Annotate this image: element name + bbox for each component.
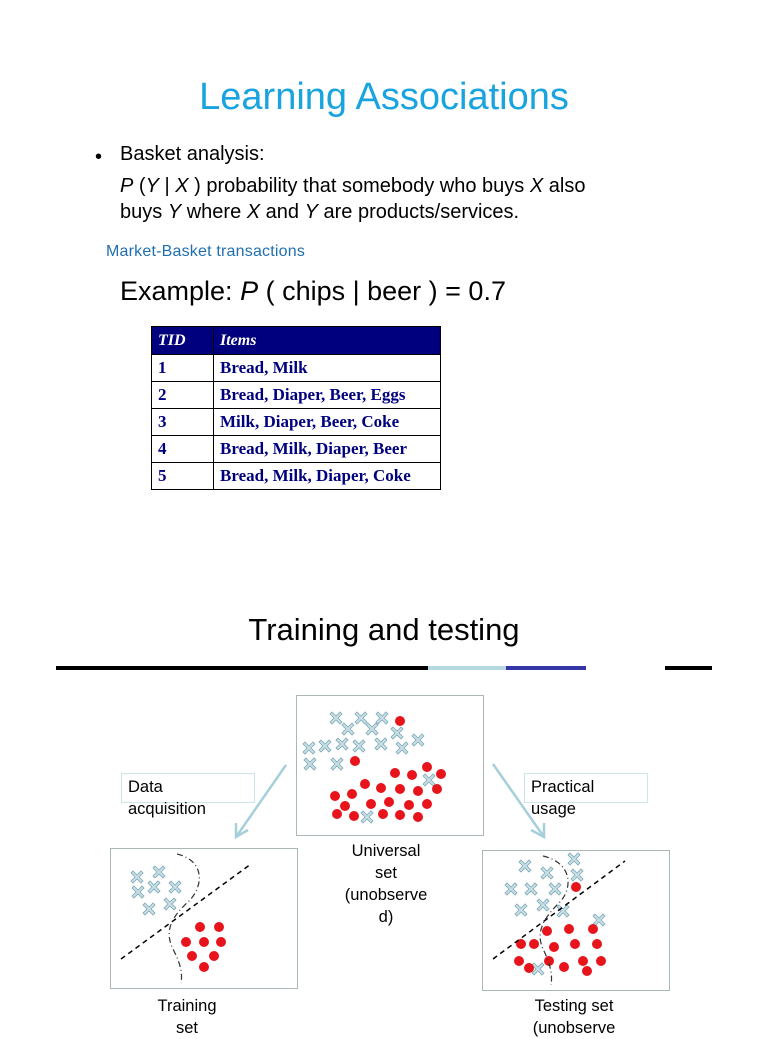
def-y: Y	[145, 175, 159, 197]
cell-tid: 4	[152, 436, 214, 463]
practical-usage-label	[524, 773, 648, 818]
slide-title-training-and-testing: Training and testing	[248, 612, 520, 647]
def-l2-buys: buys	[120, 201, 168, 223]
title-rule-light-blue	[428, 666, 506, 670]
table-row	[152, 382, 441, 409]
universal-set-caption	[334, 840, 438, 928]
table-row	[152, 409, 441, 436]
universal-caption-line4: d)	[378, 908, 394, 926]
def-l2-and: and	[260, 201, 305, 223]
data-acquisition-line2: acquisition	[128, 800, 206, 818]
training-set-box	[110, 848, 298, 989]
cell-tid: 1	[152, 355, 214, 382]
training-caption-line2: set	[175, 1019, 198, 1037]
definition-line-2	[120, 201, 519, 224]
training-caption-line1: Training	[157, 997, 217, 1015]
testing-set-box	[482, 850, 670, 991]
cell-items: Bread, Milk, Diaper, Coke	[214, 463, 441, 490]
bullet-basket-analysis: Basket analysis:	[120, 143, 265, 165]
cell-items: Bread, Milk	[214, 355, 441, 382]
cell-tid: 5	[152, 463, 214, 490]
universal-caption-line1: Universal	[351, 842, 421, 860]
title-rule-black	[56, 666, 428, 670]
training-curved-boundary	[169, 854, 199, 983]
cell-tid: 3	[152, 409, 214, 436]
def-l2-end: are products/services.	[317, 201, 520, 223]
data-acquisition-line1: Data	[128, 778, 163, 796]
header-items: Items	[214, 327, 441, 355]
title-rule-right-segment	[665, 666, 712, 670]
table-row	[152, 436, 441, 463]
testing-dots	[514, 882, 606, 976]
cell-tid: 2	[152, 382, 214, 409]
universal-caption-line3: (unobserve	[344, 886, 428, 904]
testing-set-caption	[520, 995, 628, 1037]
cell-items: Milk, Diaper, Beer, Coke	[214, 409, 441, 436]
training-crosses	[131, 866, 181, 915]
data-acquisition-label	[121, 773, 255, 818]
transactions-table	[151, 326, 441, 490]
slide-title-learning-associations: Learning Associations	[199, 76, 569, 118]
practical-usage-line1: Practical	[531, 778, 595, 796]
table-row	[152, 355, 441, 382]
testing-caption-line2: (unobserve	[532, 1019, 616, 1037]
example-prefix: Example:	[120, 276, 241, 306]
universal-caption-line2: set	[374, 864, 397, 882]
def-x2: X	[529, 175, 544, 197]
training-dots	[181, 922, 226, 972]
cell-items: Bread, Milk, Diaper, Beer	[214, 436, 441, 463]
table-header-row	[152, 327, 441, 355]
example-p: P	[240, 276, 259, 306]
title-rule-dark-blue	[506, 666, 586, 670]
universal-set-box	[296, 695, 484, 836]
def-l2-x: X	[246, 201, 261, 223]
def-l2-where: where	[181, 201, 247, 223]
example-rest: ( chips | beer ) = 0.7	[258, 276, 506, 306]
header-tid: TID	[152, 327, 214, 355]
market-basket-caption: Market-Basket transactions	[106, 243, 306, 260]
table-row	[152, 463, 441, 490]
testing-caption-line1: Testing set	[534, 997, 614, 1015]
definition-line-1	[120, 175, 585, 198]
def-x: X	[175, 175, 189, 197]
training-set-caption	[140, 995, 234, 1037]
def-p: P	[120, 175, 134, 197]
def-rest1: probability that somebody who buys	[200, 175, 530, 197]
bullet-icon: •	[95, 146, 103, 168]
def-lparen: (	[133, 175, 146, 197]
def-rest2: also	[543, 175, 586, 197]
practical-usage-line2: usage	[531, 800, 576, 818]
cell-items: Bread, Diaper, Beer, Eggs	[214, 382, 441, 409]
def-bar: |	[158, 175, 176, 197]
testing-linear-boundary	[493, 861, 625, 959]
def-l2-y2: Y	[304, 201, 318, 223]
def-rparen: )	[188, 175, 201, 197]
example-line	[120, 276, 506, 307]
def-l2-y: Y	[167, 201, 182, 223]
